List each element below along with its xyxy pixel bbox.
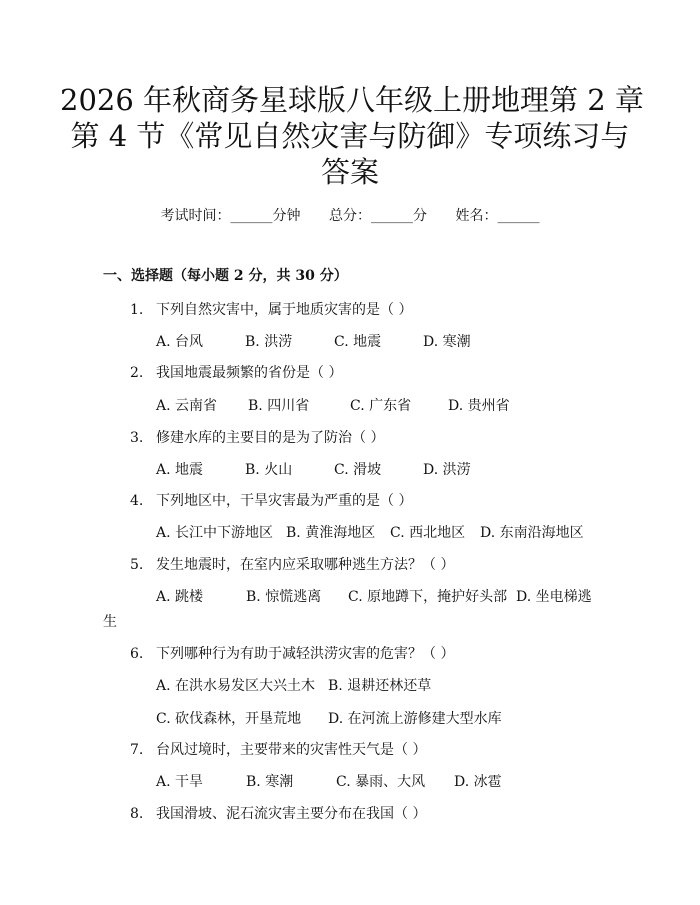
option-c: C. 暴雨、大风 — [336, 774, 426, 790]
option-d: D. 洪涝 — [423, 462, 471, 478]
question-7 — [130, 739, 426, 759]
question-text: 我国地震最频繁的省份是（ ） — [156, 365, 343, 381]
question-number: 4. — [130, 493, 144, 509]
question-number: 3. — [130, 430, 144, 446]
question-text: 修建水库的主要目的是为了防治（ ） — [156, 430, 385, 446]
option-a: A. 云南省 — [156, 398, 218, 414]
option-d: D. 寒潮 — [423, 334, 471, 350]
option-d: D. 坐电梯逃 — [516, 589, 592, 605]
question-6-options-row-1 — [156, 675, 431, 695]
option-b: B. 寒潮 — [246, 774, 294, 790]
question-8 — [130, 803, 426, 823]
option-c: C. 西北地区 — [390, 525, 466, 541]
option-a: A. 干旱 — [156, 774, 204, 790]
question-6 — [130, 643, 454, 663]
option-c: C. 地震 — [334, 334, 382, 350]
title-line-1: 2026 年秋商务星球版八年级上册地理第 2 章 — [60, 83, 644, 117]
question-number: 8. — [130, 806, 144, 822]
question-2-options — [156, 395, 510, 415]
option-b: B. 惊慌逃离 — [246, 589, 322, 605]
option-a: A. 长江中下游地区 — [156, 525, 274, 541]
option-a: A. 地震 — [156, 462, 204, 478]
option-b: B. 洪涝 — [245, 334, 293, 350]
option-d: D. 在河流上游修建大型水库 — [328, 711, 502, 727]
question-1 — [130, 299, 412, 319]
question-1-options — [156, 331, 471, 351]
option-a: A. 在洪水易发区大兴土木 — [156, 678, 316, 694]
question-text: 我国滑坡、泥石流灾害主要分布在我国（ ） — [156, 806, 427, 822]
question-number: 7. — [130, 742, 144, 758]
title-line-2: 第 4 节《常见自然灾害与防御》专项练习与 — [70, 119, 630, 153]
question-text: 台风过境时，主要带来的灾害性天气是（ ） — [156, 742, 427, 758]
question-2 — [130, 362, 342, 382]
question-4-options — [156, 522, 584, 542]
option-c: C. 广东省 — [350, 398, 412, 414]
exam-total-score: 总分：______分 — [329, 208, 427, 224]
question-3-options — [156, 459, 471, 479]
question-5-options — [156, 586, 592, 606]
question-number: 5. — [130, 557, 144, 573]
option-b: B. 黄淮海地区 — [286, 525, 376, 541]
question-7-options — [156, 771, 502, 791]
option-d: D. 东南沿海地区 — [480, 525, 584, 541]
option-c: C. 砍伐森林，开垦荒地 — [156, 711, 302, 727]
question-text: 下列地区中，干旱灾害最为严重的是（ ） — [156, 493, 413, 509]
question-text: 下列哪种行为有助于减轻洪涝灾害的危害？（ ） — [156, 646, 455, 662]
option-c: C. 滑坡 — [334, 462, 382, 478]
question-5-wrap-text: 生 — [103, 614, 117, 630]
question-4 — [130, 490, 412, 510]
exam-meta — [0, 205, 700, 225]
option-a: A. 台风 — [156, 334, 204, 350]
option-d: D. 冰雹 — [454, 774, 502, 790]
question-3 — [130, 427, 384, 447]
question-5 — [130, 554, 454, 574]
question-text: 发生地震时，在室内应采取哪种逃生方法？（ ） — [156, 557, 455, 573]
title-line-3: 答案 — [320, 155, 379, 189]
exam-time: 考试时间：______分钟 — [160, 208, 301, 224]
option-b: B. 火山 — [245, 462, 293, 478]
option-b: B. 四川省 — [248, 398, 310, 414]
option-d: D. 贵州省 — [448, 398, 510, 414]
section-heading: 一、选择题（每小题 2 分，共 30 分） — [103, 268, 348, 284]
question-number: 2. — [130, 365, 144, 381]
question-6-options-row-2 — [156, 708, 502, 728]
option-b: B. 退耕还林还草 — [328, 678, 432, 694]
student-name: 姓名：______ — [455, 208, 540, 224]
option-c: C. 原地蹲下，掩护好头部 — [348, 589, 508, 605]
question-text: 下列自然灾害中，属于地质灾害的是（ ） — [156, 302, 413, 318]
question-number: 1. — [130, 302, 144, 318]
document-title — [60, 82, 644, 190]
option-a: A. 跳楼 — [156, 589, 204, 605]
question-number: 6. — [130, 646, 144, 662]
